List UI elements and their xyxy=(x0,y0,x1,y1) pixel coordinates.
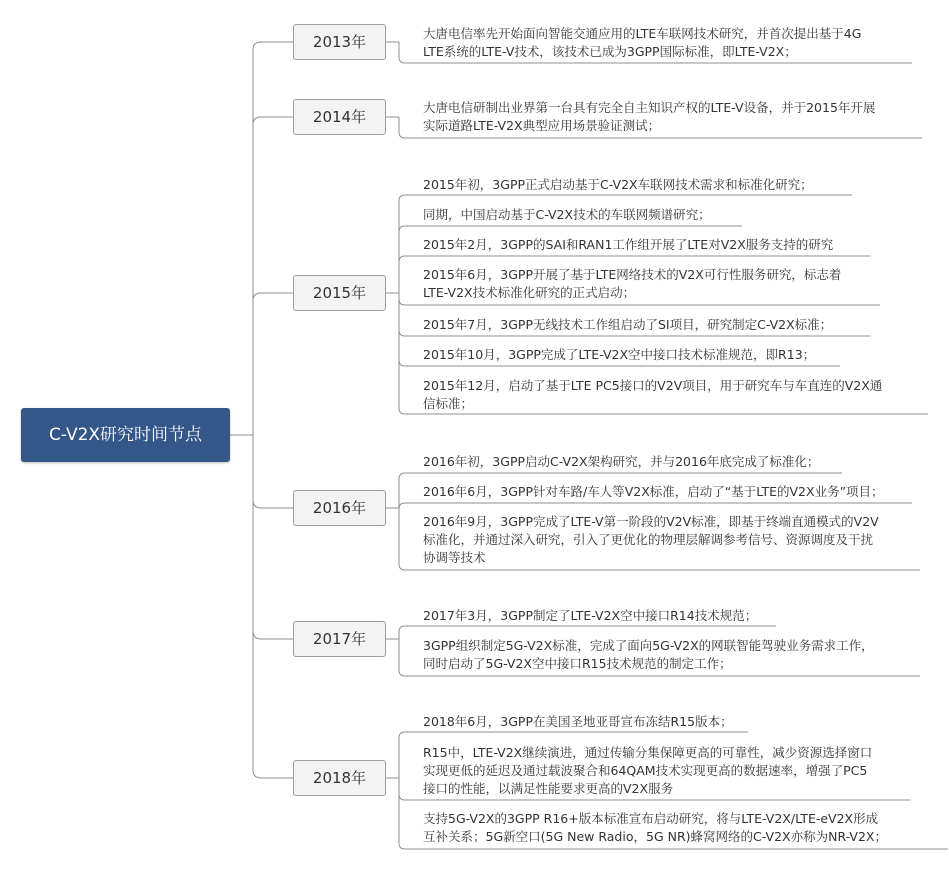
event-item[interactable]: 2016年6月，3GPP针对车路/车人等V2X标准，启动了“基于LTE的V2X业务”项目； xyxy=(423,484,884,499)
year-branch xyxy=(253,500,293,508)
year-node-2015[interactable]: 2015年 xyxy=(293,275,386,311)
event-item[interactable]: 2015年初，3GPP正式启动基于C-V2X车联网技术需求和标准化研究； xyxy=(423,177,813,192)
event-item[interactable]: 2015年7月，3GPP无线技术工作组启动了SI项目，研究制定C-V2X标准； xyxy=(423,317,833,332)
event-item[interactable]: 同期，中国启动基于C-V2X技术的车联网频谱研究； xyxy=(423,207,711,222)
event-item[interactable]: R15中，LTE-V2X继续演进，通过传输分集保障更高的可靠性，减少资源选择窗口 实现更低的延迟及通过载波聚合和64QAM技术实现更高的数据速率，增强了PC5 接口的性能，以满足性能要求更高的V2X服务 xyxy=(423,745,873,796)
event-item[interactable]: 2016年9月，3GPP完成了LTE-V第一阶段的V2V标准，即基于终端直通模式的V2V 标准化，并通过深入研究，引入了更优化的物理层解调参考信号、资源调度及干扰 协调等技术 xyxy=(423,514,879,565)
event-item[interactable]: 2016年初，3GPP启动C-V2X架构研究，并与2016年底完成了标准化； xyxy=(423,454,820,469)
event-connector xyxy=(399,503,912,509)
year-node-2018[interactable]: 2018年 xyxy=(293,760,386,796)
year-branch xyxy=(253,42,293,50)
year-node-2013[interactable]: 2013年 xyxy=(293,24,386,60)
event-item[interactable]: 3GPP组织制定5G-V2X标准，完成了面向5G-V2X的网联智能驾驶业务需求工作， 同时启动了5G-V2X空中接口R15技术规范的制定工作； xyxy=(423,638,874,671)
year-branch xyxy=(253,293,293,301)
year-node-2014[interactable]: 2014年 xyxy=(293,99,386,135)
event-item[interactable]: 2015年2月，3GPP的SAI和RAN1工作组开展了LTE对V2X服务支持的研究 xyxy=(423,237,834,252)
root-topic[interactable]: C-V2X研究时间节点 xyxy=(21,408,230,462)
year-branch xyxy=(253,770,293,778)
event-item[interactable]: 2015年12月，启动了基于LTE PC5接口的V2V项目，用于研究车与车直连的V2X通 信标准； xyxy=(423,378,883,411)
year-node-2016[interactable]: 2016年 xyxy=(293,490,386,526)
event-item[interactable]: 2017年3月，3GPP制定了LTE-V2X空中接口R14技术规范； xyxy=(423,608,758,623)
event-item[interactable]: 2015年10月，3GPP完成了LTE-V2X空中接口技术标准规范，即R13； xyxy=(423,347,816,362)
event-item[interactable]: 2015年6月，3GPP开展了基于LTE网络技术的V2X可行性服务研究，标志着 LTE-V2X技术标准化研究的正式启动； xyxy=(423,267,842,300)
event-item[interactable]: 2018年6月，3GPP在美国圣地亚哥宣布冻结R15版本； xyxy=(423,714,733,729)
year-branch xyxy=(253,631,293,639)
event-item[interactable]: 大唐电信率先开始面向智能交通应用的LTE车联网技术研究，并首次提出基于4G LTE系统的LTE-V技术，该技术已成为3GPP国际标准，即LTE-V2X； xyxy=(423,26,862,59)
event-item[interactable]: 支持5G-V2X的3GPP R16+版本标准宣布启动研究，将与LTE-V2X/LTE-eV2X形成 互补关系；5G新空口(5G New Radio，5G NR)蜂窝网络的C-V2X亦称为NR-V2X； xyxy=(423,811,887,844)
event-item[interactable]: 大唐电信研制出业界第一台具有完全自主知识产权的LTE-V设备，并于2015年开展 实际道路LTE-V2X典型应用场景验证测试； xyxy=(423,100,876,133)
year-node-2017[interactable]: 2017年 xyxy=(293,621,386,657)
year-branch xyxy=(253,117,293,125)
